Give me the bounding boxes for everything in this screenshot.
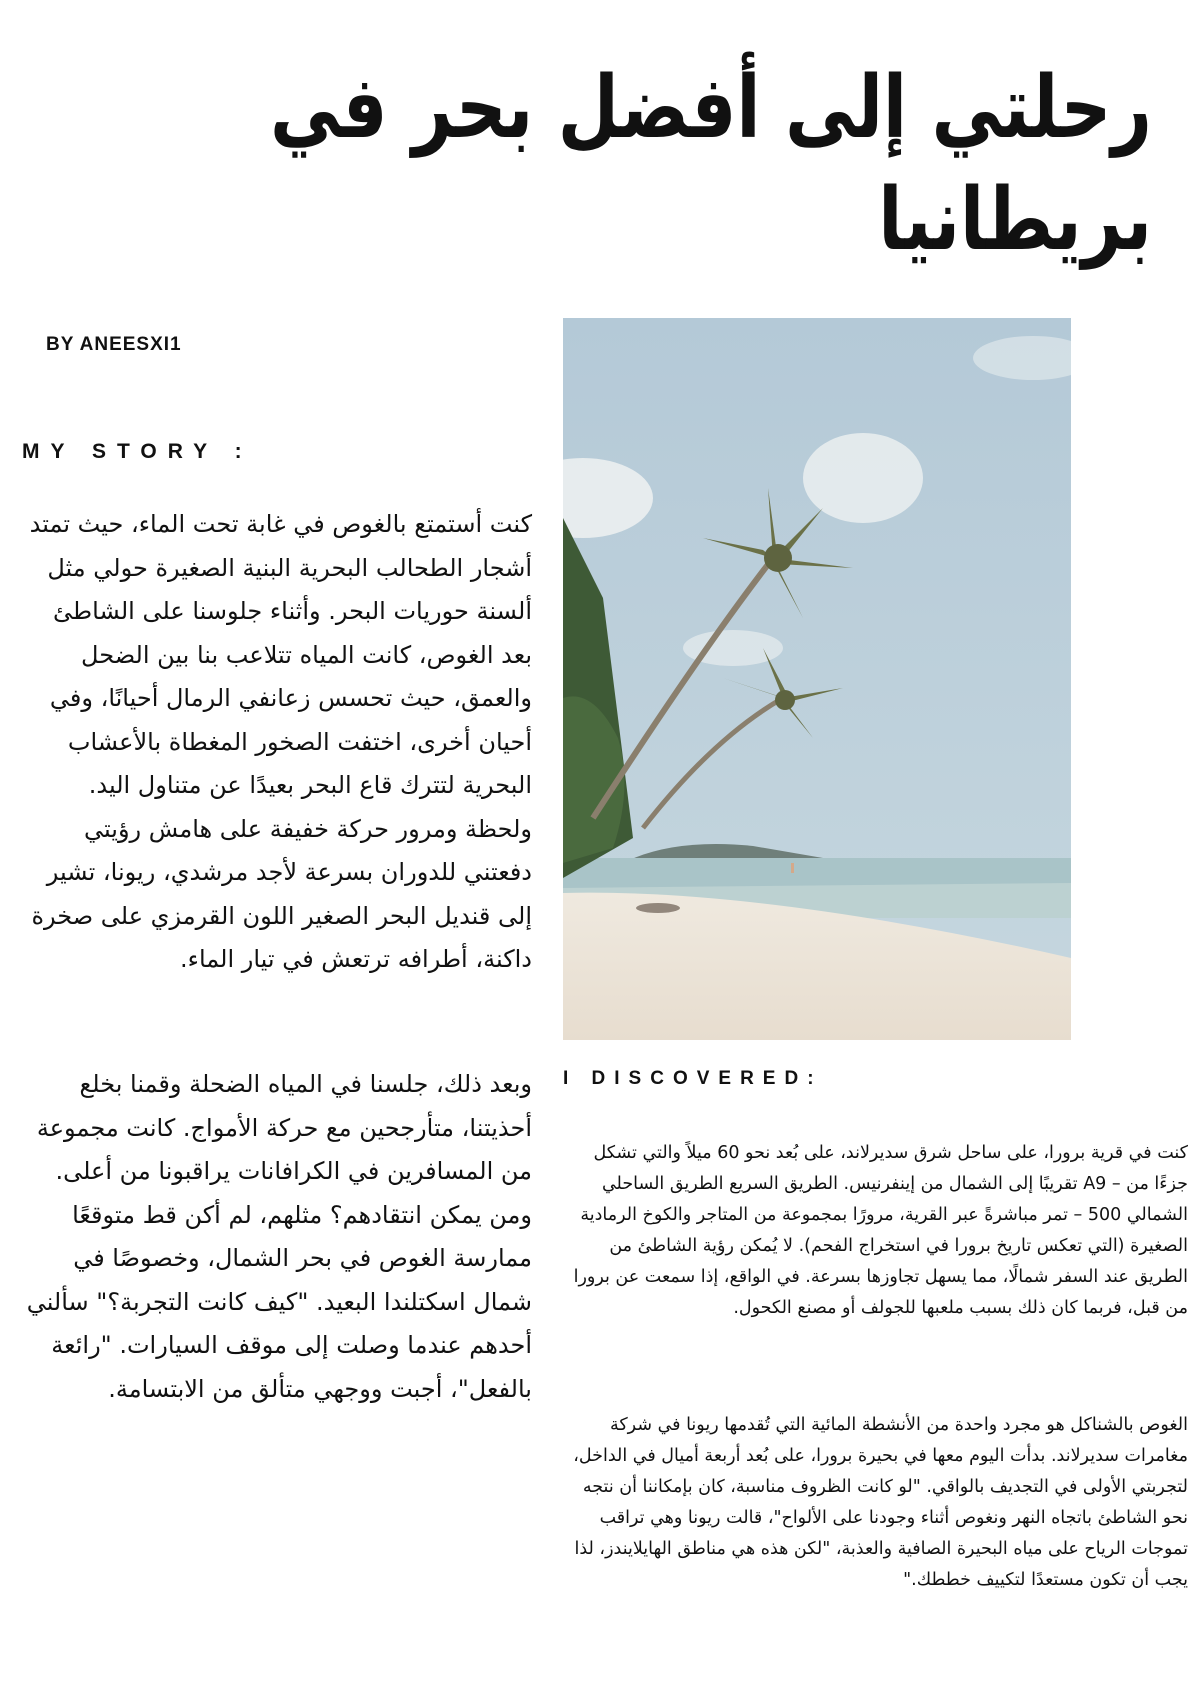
my-story-heading: MY STORY : [22, 440, 253, 463]
discovered-heading: I DISCOVERED: [563, 1068, 823, 1089]
beach-palm-image-icon [563, 318, 1071, 1040]
story-paragraph: وبعد ذلك، جلسنا في المياه الضحلة وقمنا بخلع أحذيتنا، متأرجحين مع حركة الأمواج. كانت مجموعة من المسافرين في الكرافانات يراقبونا من أعلى. ومن يمكن انتقادهم؟ مثلهم، لم أكن قط متوقعًا ممارسة الغوص في بحر الشمال، وخصوصًا في شمال اسكتلندا البعيد. "كيف كانت التجربة؟" سألني أحدهم عندما وصلت إلى موقف السيارات. "رائعة بالفعل"، أجبت ووجهي متألق من الابتسامة. [26, 1070, 532, 1403]
story-paragraph: كنت أستمتع بالغوص في غابة تحت الماء، حيث تمتد أشجار الطحالب البحرية البنية الصغيرة حولي مثل ألسنة حوريات البحر. وأثناء جلوسنا على الشاطئ بعد الغوص، كانت المياه تتلاعب بنا بين الضحل والعمق، حيث تحسس زعانفي الرمال أحيانًا، وفي أحيان أخرى، اختفت الصخور المغطاة بالأعشاب البحرية لتترك قاع البحر بعيدًا عن متناول اليد. ولحظة ومرور حركة خفيفة على هامش رؤيتي دفعتني للدوران بسرعة لأجد مرشدي، ريونا، تشير إلى قنديل البحر الصغير اللون القرمزي على صخرة داكنة، أطرافه ترتعش في تيار الماء. [29, 510, 532, 973]
author-byline: BY ANEESXI1 [46, 334, 182, 355]
article-title: رحلتي إلى أفضل بحر في بريطانيا [269, 58, 1152, 270]
discovered-paragraph: الغوص بالشناكل هو مجرد واحدة من الأنشطة المائية التي تُقدمها ريونا في شركة مغامرات سديرلاند. بدأت اليوم معها في بحيرة برورا، على بُعد أربعة أميال في الداخل، لتجربتي الأولى في التجديف بالواقي. "لو كانت الظروف مناسبة، كان بإمكاننا أن نتجه نحو الشاطئ باتجاه النهر ونغوص أثناء وجودنا على الألواح"، قالت ريونا وهي تراقب تموجات الرياح على مياه البحيرة الصافية والعذبة، "لكن هذه هي مناطق الهايلايندز، لذا يجب أن تكون مستعدًا لتكييف خططك." [573, 1415, 1188, 1590]
beach-photo [563, 318, 1071, 1040]
discovered-paragraph: كنت في قرية برورا، على ساحل شرق سديرلاند، على بُعد نحو 60 ميلاً والتي تشكل جزءًا من – A9 تقريبًا إلى الشمال من إينفرنيس. الطريق السريع الطريق الساحلي الشمالي 500 – تمر مباشرةً عبر القرية، مرورًا بمجموعة من المتاجر والكوخ الرمادية الصغيرة (التي تعكس تاريخ برورا في استخراج الفحم). لا يُمكن رؤية الشاطئ من الطريق عند السفر شمالًا، مما يسهل تجاوزها بسرعة. في الواقع، إذا سمعت عن برورا من قبل، فربما كان ذلك بسبب ملعبها للجولف أو مصنع الكحول. [573, 1143, 1188, 1318]
